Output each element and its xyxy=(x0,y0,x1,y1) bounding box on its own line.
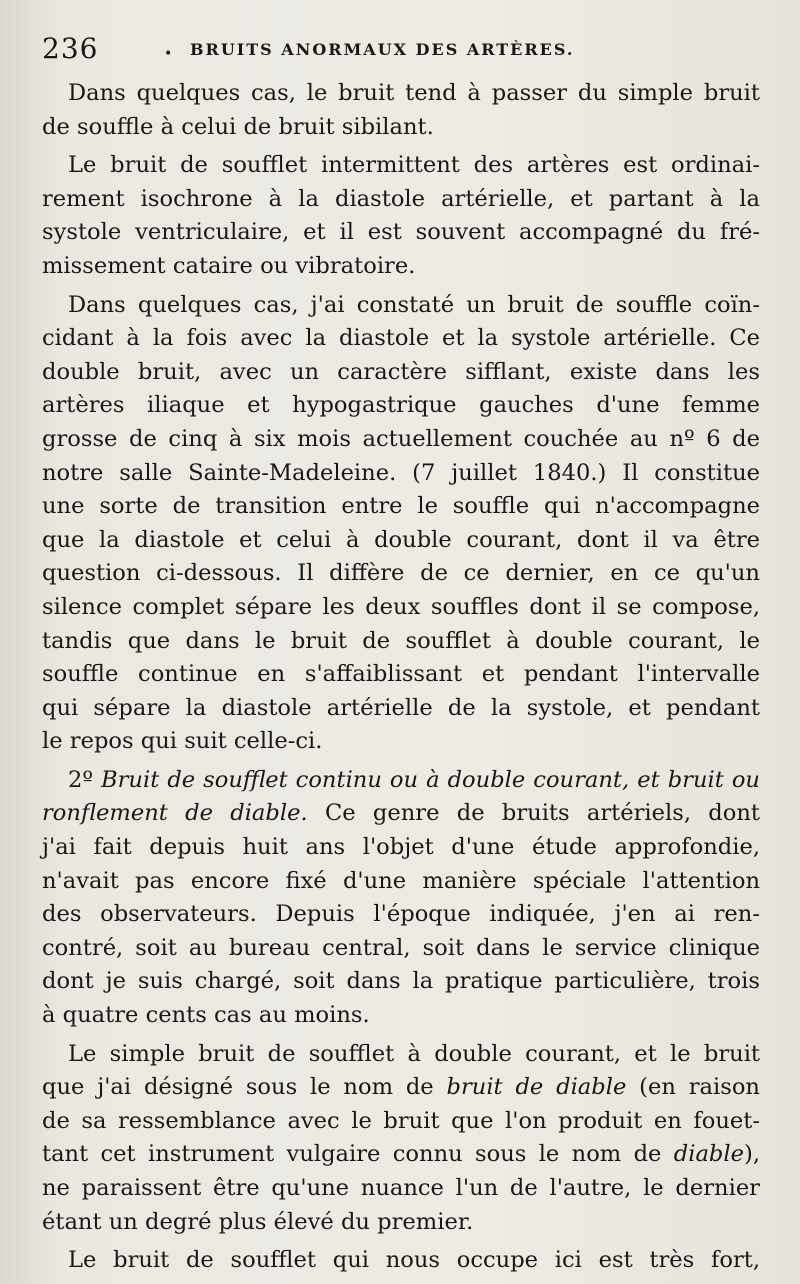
text-line xyxy=(42,1071,760,1105)
text-line: rement isochrone à la diastole artérielle, et partant à la xyxy=(42,185,760,212)
text-line: j'ai fait depuis huit ans l'objet d'une étude approfondie, xyxy=(42,834,760,861)
paragraph-1 xyxy=(42,77,760,144)
text-line: tandis que dans le bruit de soufflet à double courant, le xyxy=(42,627,760,654)
paragraph-3 xyxy=(42,289,760,759)
text-line: ne paraissent être qu'une nuance l'un de l'autre, le dernier xyxy=(42,1175,760,1201)
text-line: contré, soit au bureau central, soit dans le service clinique xyxy=(42,934,760,961)
text-line: Dans quelques cas, j'ai constaté un bruit de souffle coïn- xyxy=(68,291,760,318)
text-line: notre salle Sainte-Madeleine. (7 juillet 1840.) Il constitue xyxy=(42,459,760,486)
section-heading: Bruit de soufflet continu ou à double courant, et bruit ou xyxy=(101,766,760,793)
text-line: le repos qui suit celle-ci. xyxy=(42,728,323,755)
text-line: question ci-dessous. Il diffère de ce dernier, en ce qu'un xyxy=(42,560,760,587)
text-line: silence complet sépare les deux souffles dont il se compose, xyxy=(42,593,760,620)
text-line: cidant à la fois avec la diastole et la systole artérielle. Ce xyxy=(42,325,760,352)
page-body xyxy=(42,77,760,1283)
page-header xyxy=(40,30,760,70)
text-line: n'avait pas encore fixé d'une manière spéciale l'attention xyxy=(42,867,760,894)
text-run: tant cet instrument vulgaire connu sous le nom de xyxy=(42,1141,674,1168)
text-line: qui sépare la diastole artérielle de la systole, et pendant xyxy=(42,694,760,721)
page-number: 236 xyxy=(42,32,99,65)
italic-term: bruit de diable xyxy=(446,1074,627,1101)
text-line: double bruit, avec un caractère sifflant, existe dans les xyxy=(42,358,760,385)
section-heading-cont: ronflement de diable. xyxy=(42,800,308,827)
text-line: de souffle à celui de bruit sibilant. xyxy=(42,113,434,140)
running-head: BRUITS ANORMAUX DES ARTÈRES. xyxy=(190,40,575,59)
italic-term: diable xyxy=(673,1141,744,1168)
text-run: Ce genre de bruits artériels, dont xyxy=(307,800,760,827)
text-line: une sorte de transition entre le souffle qui n'accompagne xyxy=(42,493,760,520)
text-run: que j'ai désigné sous le nom de xyxy=(42,1074,447,1101)
paragraph-2 xyxy=(42,149,760,283)
text-line: systole ventriculaire, et il est souvent accompagné du fré- xyxy=(42,219,760,246)
text-line: dont je suis chargé, soit dans la pratique particulière, trois xyxy=(42,968,760,995)
section-heading-line xyxy=(42,764,760,798)
text-line: des observateurs. Depuis l'époque indiquée, j'en ai ren- xyxy=(42,901,760,928)
text-line xyxy=(42,797,760,831)
text-line: Le bruit de soufflet intermittent des artères est ordinai- xyxy=(68,152,760,179)
text-run: (en raison xyxy=(626,1074,760,1101)
text-line: Le bruit de soufflet qui nous occupe ici est très fort, xyxy=(68,1247,760,1274)
text-run: ), xyxy=(744,1141,760,1168)
text-line: missement cataire ou vibratoire. xyxy=(42,252,416,279)
text-line: à quatre cents cas au moins. xyxy=(42,1002,370,1029)
text-line: que la diastole et celui à double courant, dont il va être xyxy=(42,526,760,553)
text-line: Le simple bruit de soufflet à double courant, et le bruit xyxy=(68,1040,760,1067)
paragraph-5 xyxy=(42,1038,760,1240)
section-number: 2º xyxy=(68,766,93,793)
text-line: grosse de cinq à six mois actuellement couchée au nº 6 de xyxy=(42,425,760,452)
text-line: étant un degré plus élevé du premier. xyxy=(42,1208,474,1235)
text-line xyxy=(42,1138,760,1172)
paragraph-4 xyxy=(42,764,760,1033)
header-dot: • xyxy=(164,46,173,62)
text-line: souffle continue en s'affaiblissant et pendant l'intervalle xyxy=(42,661,760,688)
text-line: artères iliaque et hypogastrique gauches d'une femme xyxy=(42,392,760,419)
text-line: de sa ressemblance avec le bruit que l'on produit en fouet- xyxy=(42,1107,760,1134)
paragraph-6 xyxy=(42,1244,760,1278)
text-line: Dans quelques cas, le bruit tend à passer du simple bruit xyxy=(68,80,760,106)
